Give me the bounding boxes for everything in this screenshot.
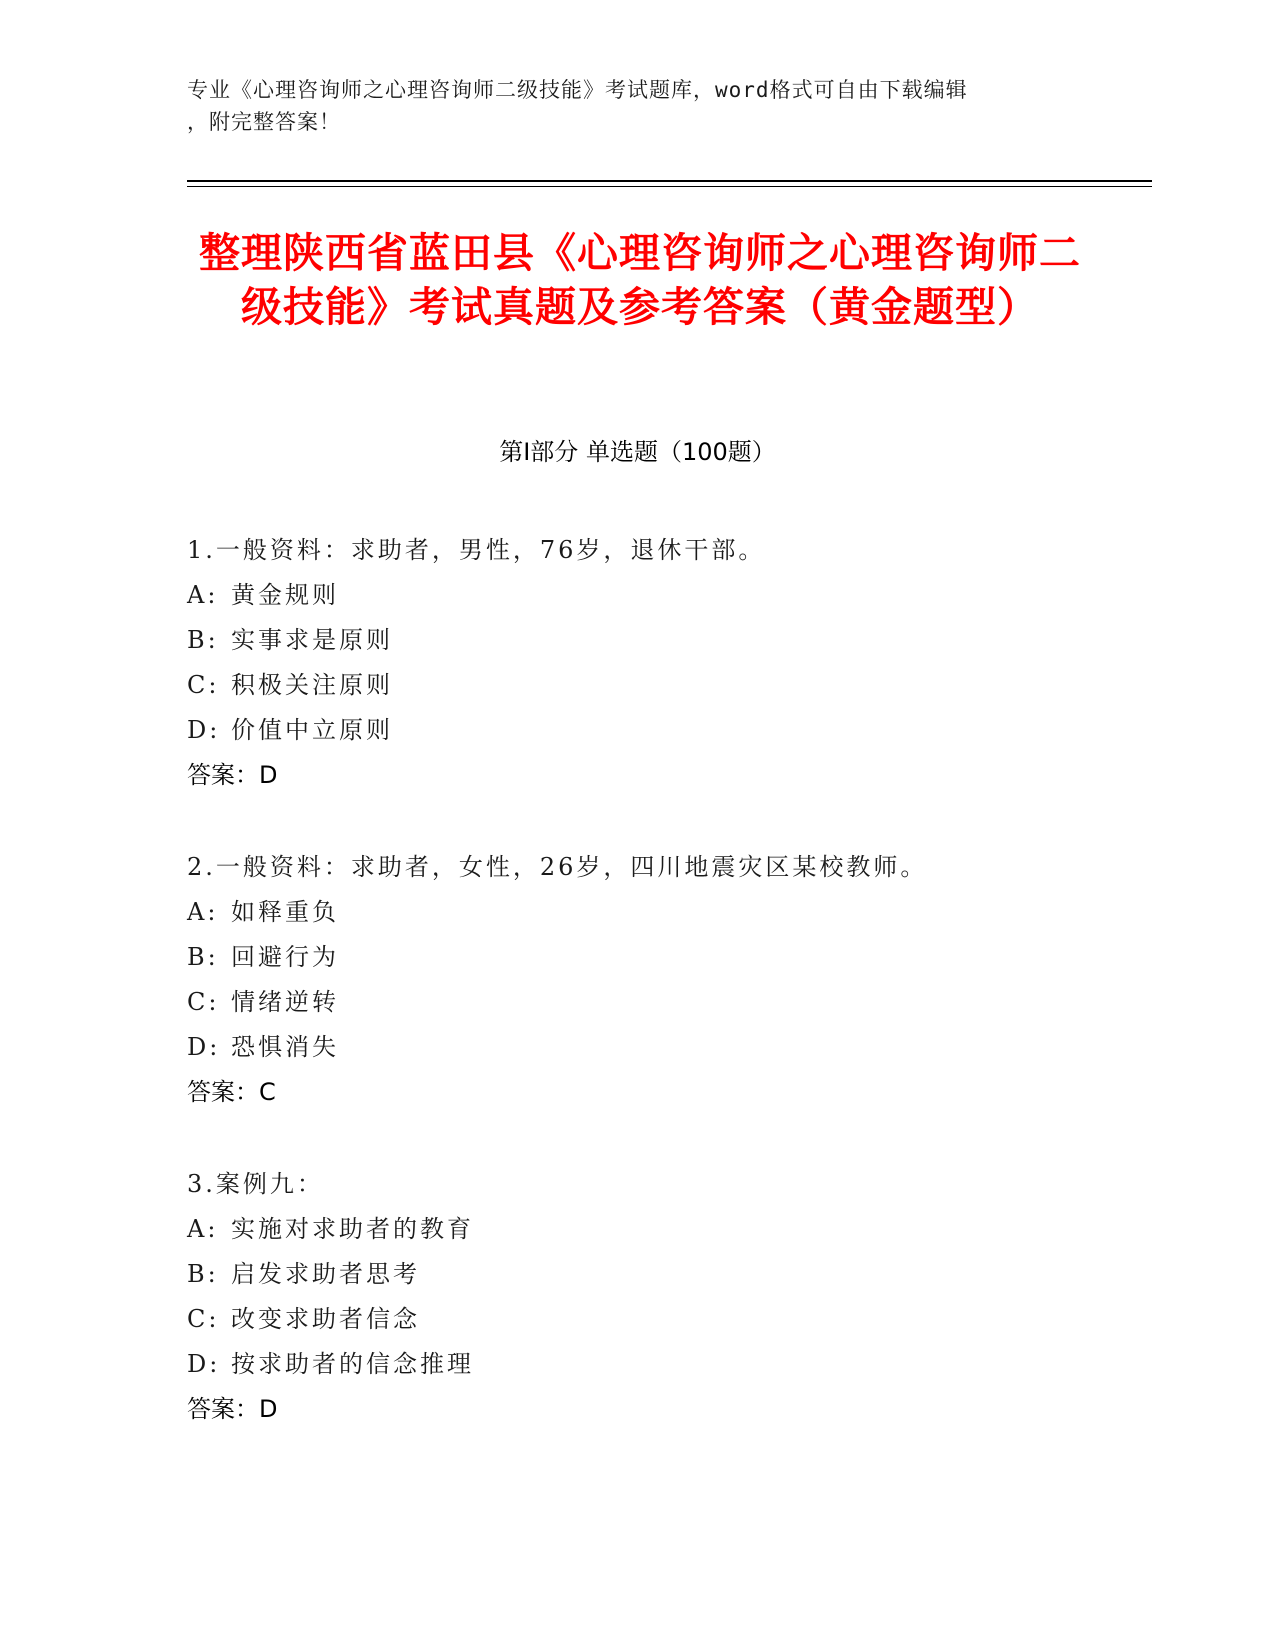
question-item bbox=[187, 1162, 1147, 1432]
header-note-line-1: 专业《心理咨询师之心理咨询师二级技能》考试题库，word格式可自由下载编辑 bbox=[187, 78, 968, 102]
option-key: A: bbox=[187, 898, 219, 926]
question-option bbox=[187, 1207, 1147, 1252]
question-list bbox=[187, 528, 1147, 1479]
question-item bbox=[187, 528, 1147, 798]
option-key: B: bbox=[187, 943, 219, 971]
option-key: D: bbox=[187, 1033, 221, 1061]
option-text: 实事求是原则 bbox=[231, 626, 393, 654]
option-key: A: bbox=[187, 1215, 219, 1243]
option-text: 黄金规则 bbox=[231, 581, 339, 609]
document-title: 整理陕西省蓝田县《心理咨询师之心理咨询师二级技能》考试真题及参考答案（黄金题型） bbox=[199, 229, 1081, 331]
question-option bbox=[187, 980, 1147, 1025]
question-option bbox=[187, 890, 1147, 935]
header-rule-thin bbox=[187, 186, 1152, 187]
option-text: 按求助者的信念推理 bbox=[231, 1350, 474, 1378]
option-text: 情绪逆转 bbox=[231, 988, 339, 1016]
option-text: 实施对求助者的教育 bbox=[231, 1215, 474, 1243]
option-text: 价值中立原则 bbox=[231, 716, 393, 744]
question-answer: 答案：C bbox=[187, 1078, 276, 1106]
question-stem: 1.一般资料：求助者，男性，76岁，退休干部。 bbox=[187, 536, 766, 564]
option-key: B: bbox=[187, 626, 219, 654]
option-text: 改变求助者信念 bbox=[231, 1305, 420, 1333]
option-text: 恐惧消失 bbox=[231, 1033, 339, 1061]
option-key: A: bbox=[187, 581, 219, 609]
question-option bbox=[187, 1342, 1147, 1387]
option-key: D: bbox=[187, 1350, 221, 1378]
option-text: 回避行为 bbox=[231, 943, 339, 971]
question-answer: 答案：D bbox=[187, 761, 278, 789]
option-text: 积极关注原则 bbox=[231, 671, 393, 699]
option-text: 如释重负 bbox=[231, 898, 339, 926]
section-title: 第Ⅰ部分 单选题（100题） bbox=[499, 438, 776, 466]
question-stem: 3.案例九： bbox=[187, 1170, 324, 1198]
option-key: C: bbox=[187, 671, 220, 699]
question-option bbox=[187, 1025, 1147, 1070]
question-option bbox=[187, 663, 1147, 708]
question-option bbox=[187, 1297, 1147, 1342]
question-stem: 2.一般资料：求助者，女性，26岁，四川地震灾区某校教师。 bbox=[187, 853, 928, 881]
option-key: D: bbox=[187, 716, 221, 744]
question-option bbox=[187, 708, 1147, 753]
header-rule-thick bbox=[187, 180, 1152, 182]
header-note-line-2: ，附完整答案！ bbox=[187, 110, 341, 134]
question-item bbox=[187, 845, 1147, 1115]
question-option bbox=[187, 618, 1147, 663]
header-note bbox=[187, 74, 1067, 138]
option-text: 启发求助者思考 bbox=[231, 1260, 420, 1288]
question-option bbox=[187, 573, 1147, 618]
option-key: C: bbox=[187, 988, 220, 1016]
question-option bbox=[187, 1252, 1147, 1297]
option-key: B: bbox=[187, 1260, 219, 1288]
question-answer: 答案：D bbox=[187, 1395, 278, 1423]
option-key: C: bbox=[187, 1305, 220, 1333]
question-option bbox=[187, 935, 1147, 980]
